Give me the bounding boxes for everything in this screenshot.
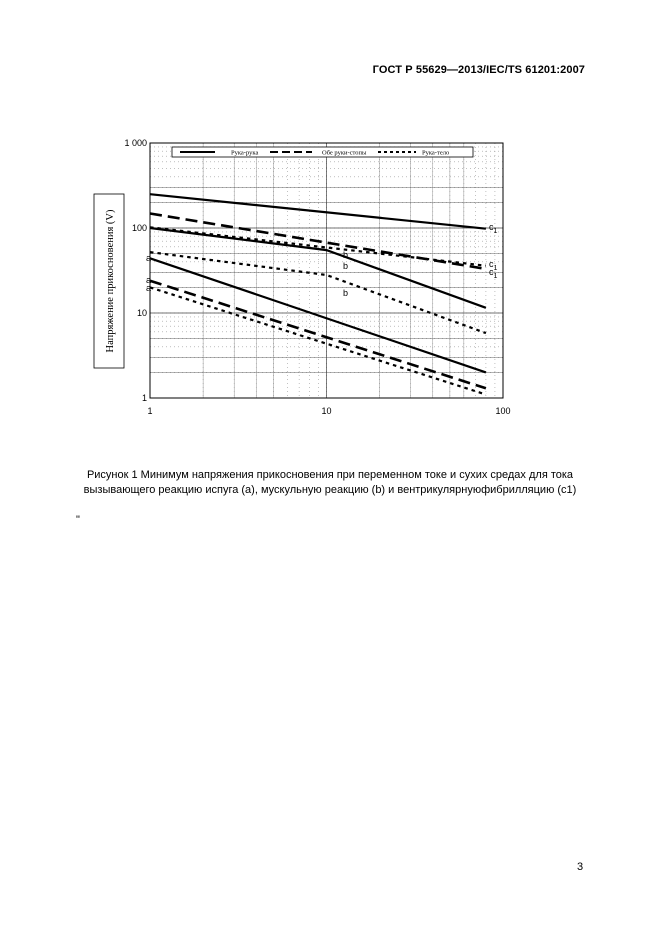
x-tick-label: 10: [321, 406, 332, 416]
y-tick-label: 100: [131, 223, 147, 233]
curve-label: a: [146, 275, 152, 285]
series-line: [150, 252, 486, 333]
page-number: 3: [577, 861, 584, 873]
series-line: [150, 227, 486, 265]
series-line: [150, 287, 486, 394]
y-axis-label: Напряжение прикосновения (V): [105, 209, 116, 353]
stray-quote-mark: ": [76, 514, 80, 526]
y-tick-label: 10: [136, 308, 147, 318]
chart-ticks: [124, 138, 510, 416]
chart-y-label: [94, 194, 124, 368]
curve-label: a: [146, 253, 152, 263]
y-tick-label: 1: [141, 393, 147, 403]
chart-series: [150, 194, 486, 394]
x-tick-label: 100: [495, 406, 511, 416]
figure-caption: [60, 468, 600, 498]
caption-line-2: вызывающего реакцию испуга (a), мускульную реакцию (b) и вентрикулярнуюфибрилляцию (c1): [83, 484, 577, 496]
curve-label: a: [146, 283, 152, 293]
legend-label: Рука-тело: [422, 149, 450, 157]
legend-label: Обе руки-стопы: [322, 149, 367, 157]
series-line: [150, 281, 486, 389]
chart-legend: [172, 147, 473, 157]
curve-label: b: [343, 288, 349, 298]
y-tick-label: 1 000: [124, 138, 147, 148]
document-header: ГОСТ Р 55629—2013/IEC/TS 61201:2007: [372, 64, 585, 76]
curve-label: $c_1$: [489, 259, 498, 272]
curve-label: $c_1$: [489, 222, 498, 235]
series-line: [150, 194, 486, 229]
curve-label: b: [343, 261, 349, 271]
caption-line-1: Рисунок 1 Минимум напряжения прикосновения при переменном токе и сухих средах для тока: [86, 469, 574, 481]
x-tick-label: 1: [147, 406, 153, 416]
curve-label: $c_1$: [489, 267, 498, 280]
legend-label: Рука-рука: [231, 149, 259, 157]
curve-label: b: [343, 250, 349, 260]
